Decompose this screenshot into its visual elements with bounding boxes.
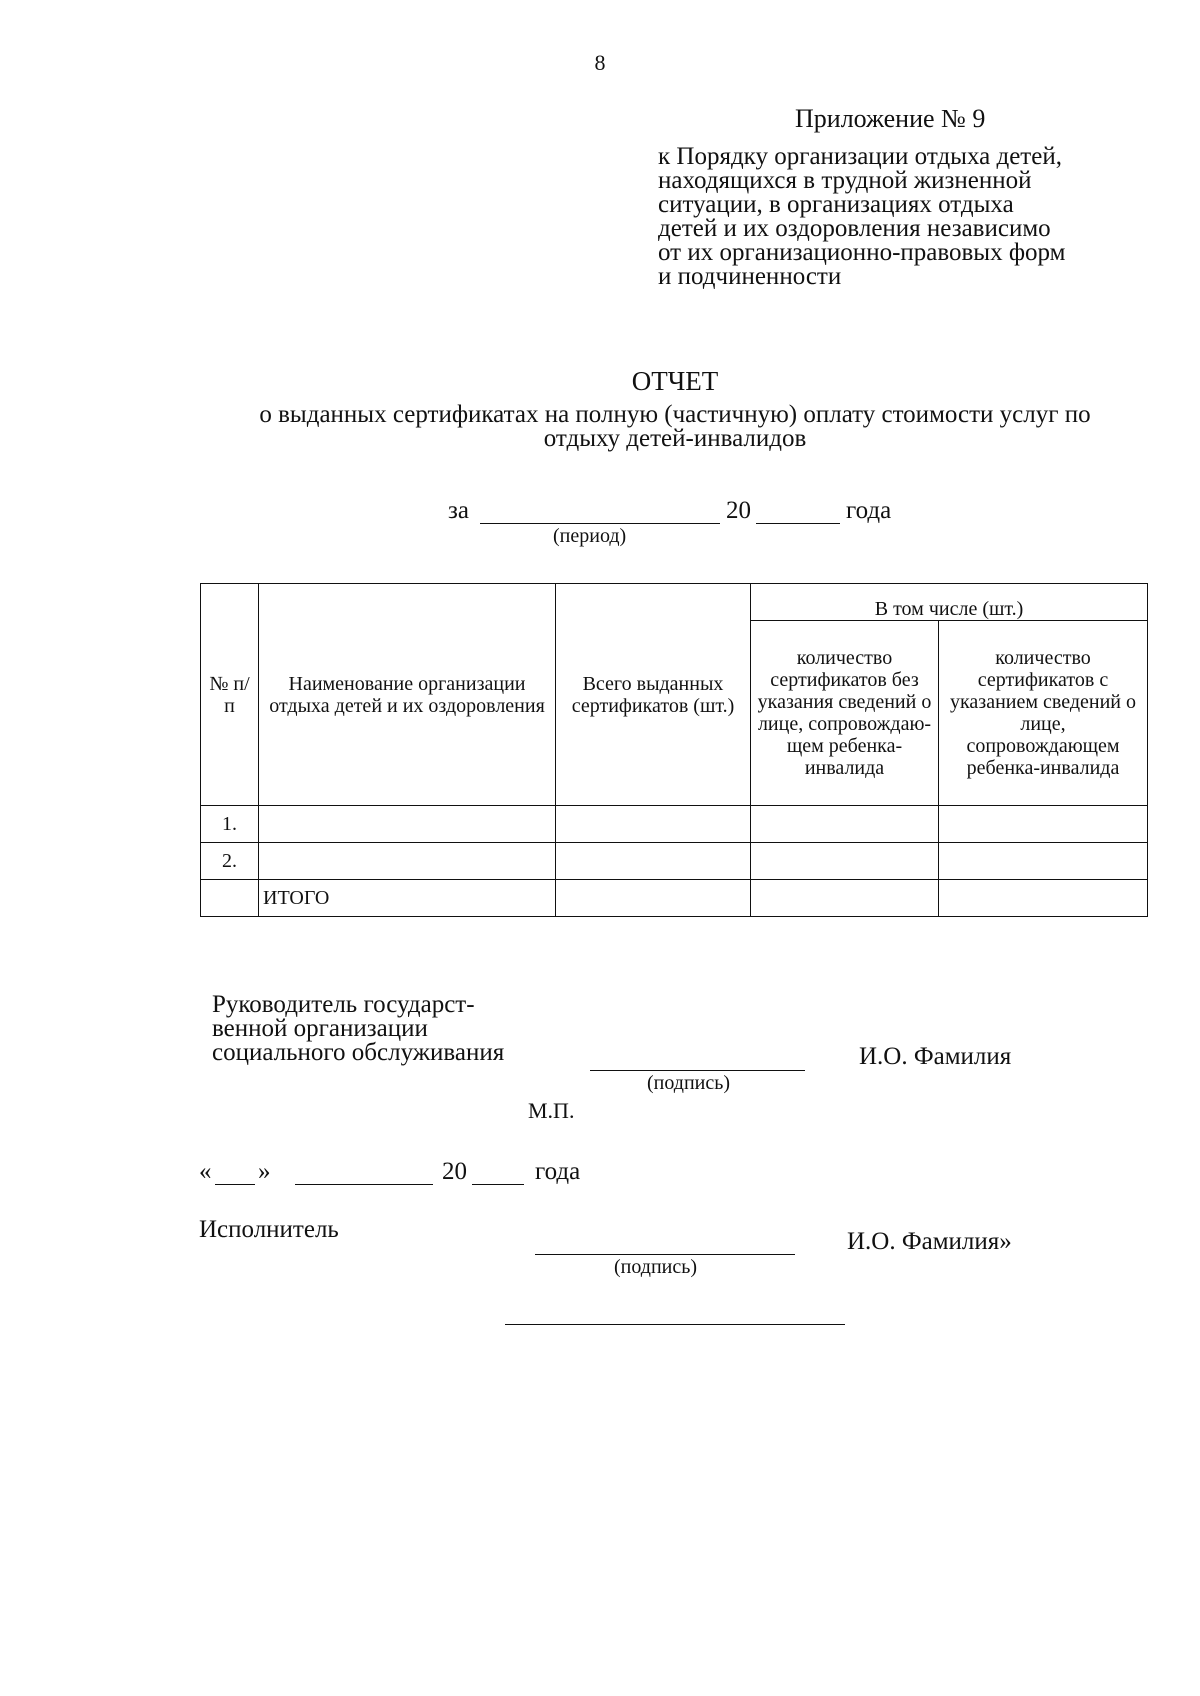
head-name: И.О. Фамилия <box>859 1043 1012 1070</box>
cell-total[interactable] <box>556 843 751 880</box>
month-blank[interactable] <box>295 1184 433 1185</box>
period-year: 20 <box>726 497 751 524</box>
cell-total[interactable] <box>556 880 751 917</box>
cell-total-label: ИТОГО <box>259 880 556 917</box>
head-signature-line[interactable] <box>590 1070 805 1071</box>
cell-with[interactable] <box>939 806 1148 843</box>
header-without-companion: количество сертификатов без указания сведений о лице, сопровождаю-щем ребенка-инвалида <box>751 621 939 806</box>
executor-signature-line[interactable] <box>535 1254 795 1255</box>
appendix-line: находящихся в трудной жизненной <box>658 167 1032 194</box>
cell-without[interactable] <box>751 880 939 917</box>
header-row <box>201 584 1148 621</box>
report-subtitle <box>190 403 1160 451</box>
appendix-title: Приложение № 9 <box>795 104 986 133</box>
cell-without[interactable] <box>751 806 939 843</box>
appendix-line: детей и их оздоровления независимо <box>658 215 1051 242</box>
table-row <box>201 843 1148 880</box>
period-blank[interactable] <box>480 523 720 524</box>
cell-num <box>201 880 259 917</box>
header-num: № п/п <box>201 584 259 806</box>
head-line: социального обслуживания <box>212 1039 505 1066</box>
head-line: Руководитель государст- <box>212 991 475 1018</box>
page-number: 8 <box>594 50 606 75</box>
stamp-place: М.П. <box>528 1098 575 1123</box>
date-year: 20 <box>442 1158 467 1185</box>
date-suffix: года <box>535 1158 581 1185</box>
header-group: В том числе (шт.) <box>751 584 1148 621</box>
head-position <box>212 993 504 1065</box>
executor-name: И.О. Фамилия» <box>847 1228 1012 1255</box>
appendix-line: к Порядку организации отдыха детей, <box>658 143 1062 170</box>
cell-total[interactable] <box>556 806 751 843</box>
period-prefix: за <box>448 497 469 524</box>
subtitle-line: отдыху детей-инвалидов <box>543 425 807 452</box>
head-signature-caption: (подпись) <box>647 1072 731 1094</box>
header-total: Всего выданных сертификатов (шт.) <box>556 584 751 806</box>
report-title: ОТЧЕТ <box>631 366 719 396</box>
appendix-line: ситуации, в организациях отдыха <box>658 191 1014 218</box>
head-line: венной организации <box>212 1015 428 1042</box>
date-close-quote: » <box>258 1158 271 1185</box>
cell-num: 1. <box>201 806 259 843</box>
cell-num: 2. <box>201 843 259 880</box>
cell-with[interactable] <box>939 880 1148 917</box>
cell-with[interactable] <box>939 843 1148 880</box>
year-blank[interactable] <box>472 1184 524 1185</box>
day-blank[interactable] <box>215 1184 255 1185</box>
period-caption: (период) <box>553 525 627 547</box>
cell-without[interactable] <box>751 843 939 880</box>
appendix-line: от их организационно-правовых форм <box>658 239 1066 266</box>
appendix-line: и подчиненности <box>658 263 842 290</box>
report-table <box>200 583 1148 917</box>
header-with-companion: количество сертификатов с указанием сведений о лице, сопровождающем ребенка-инвалида <box>939 621 1148 806</box>
date-open-quote: « <box>199 1158 212 1185</box>
executor-signature-caption: (подпись) <box>614 1256 698 1278</box>
cell-name[interactable] <box>259 806 556 843</box>
appendix-text <box>658 145 1158 289</box>
year-blank[interactable] <box>756 523 840 524</box>
table-row <box>201 806 1148 843</box>
period-suffix: года <box>846 497 892 524</box>
subtitle-line: о выданных сертификатах на полную (частичную) оплату стоимости услуг по <box>259 401 1091 428</box>
header-name: Наименование организации отдыха детей и их оздоровления <box>259 584 556 806</box>
cell-name[interactable] <box>259 843 556 880</box>
executor-label: Исполнитель <box>199 1216 339 1243</box>
total-row <box>201 880 1148 917</box>
closing-divider <box>505 1324 845 1325</box>
